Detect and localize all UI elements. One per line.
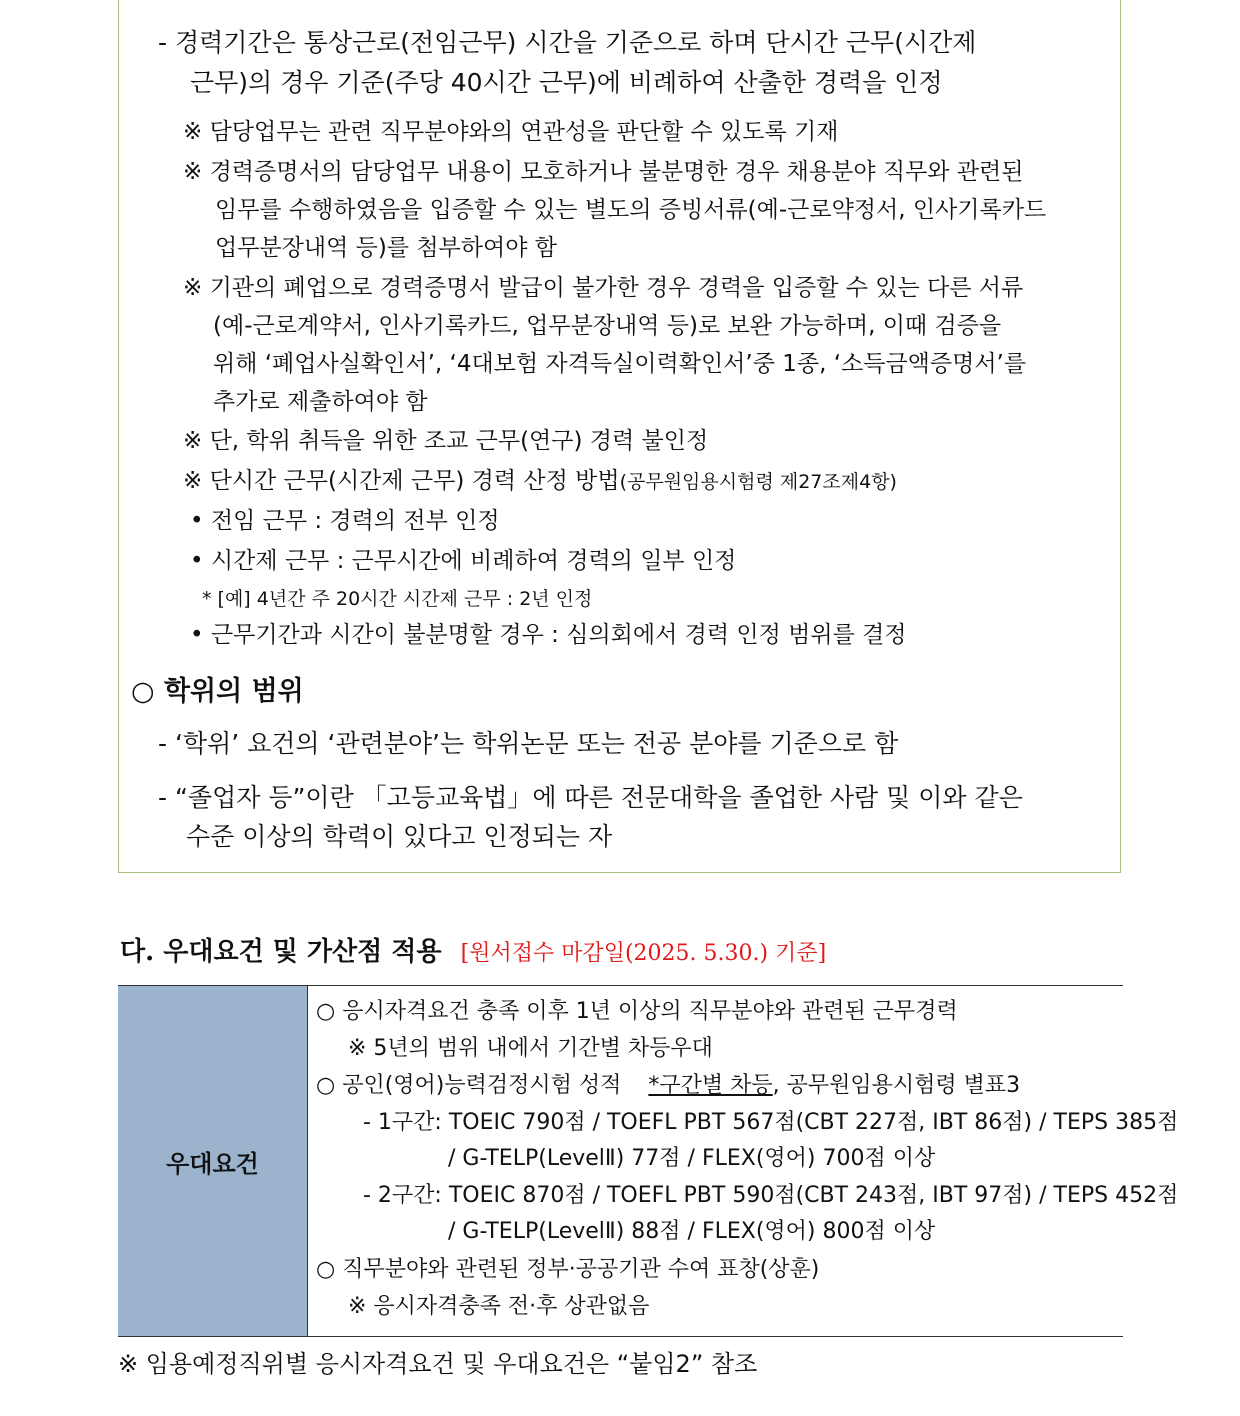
- preference-content-cell: [308, 986, 1179, 1337]
- pref-item-2-text: ○ 공인(영어)능력검정시험 성적: [316, 1073, 622, 1098]
- pref-item-2-underline: *구간별 차등: [648, 1073, 773, 1098]
- pref-item-2: [316, 1070, 1020, 1102]
- degree-heading: ○ 학위의 범위: [131, 676, 304, 707]
- career-note-5-text: ※ 단시간 근무(시간제 근무) 경력 산정 방법: [183, 468, 620, 494]
- career-note-2c: 업무분장내역 등)를 첨부하여야 함: [215, 235, 557, 261]
- career-note-3c: 위해 ‘폐업사실확인서’, ‘4대보험 자격득실이력확인서’중 1종, ‘소득금액증명서’를: [213, 351, 1027, 377]
- pref-grade-2a: - 2구간: TOEIC 870점 / TOEFL PBT 590점(CBT 243점, IBT 97점) / TEPS 452점: [363, 1183, 1179, 1208]
- career-bullet-3: • 근무기간과 시간이 불분명할 경우 : 심의회에서 경력 인정 범위를 결정: [190, 622, 907, 648]
- section-deadline: [원서접수 마감일(2025. 5.30.) 기준]: [460, 941, 827, 966]
- career-bullet-2: • 시간제 근무 : 근무시간에 비례하여 경력의 일부 인정: [190, 548, 737, 574]
- preference-label-cell: [118, 986, 308, 1337]
- career-note-2b: 임무를 수행하였음을 입증할 수 있는 별도의 증빙서류(예-근로약정서, 인사기록카드: [215, 197, 1047, 223]
- career-bullet-1: • 전임 근무 : 경력의 전부 인정: [190, 508, 500, 534]
- career-note-3d: 추가로 제출하여야 함: [213, 389, 428, 415]
- degree-line-1: - ‘학위’ 요건의 ‘관련분야’는 학위논문 또는 전공 분야를 기준으로 함: [158, 729, 899, 758]
- pref-item-3-note: ※ 응시자격충족 전·후 상관없음: [348, 1294, 650, 1319]
- career-note-3a: ※ 기관의 폐업으로 경력증명서 발급이 불가한 경우 경력을 입증할 수 있는 다른 서류: [183, 275, 1024, 301]
- career-note-5: [183, 463, 897, 500]
- preference-label: 우대요건: [166, 1149, 259, 1178]
- pref-item-2-ref: , 공무원임용시험령 별표3: [772, 1073, 1021, 1098]
- career-note-5-ref: (공무원임용시험령 제27조제4항): [619, 471, 897, 493]
- pref-grade-1b: / G-TELP(LevelⅡ) 77점 / FLEX(영어) 700점 이상: [448, 1146, 936, 1171]
- pref-grade-2b: / G-TELP(LevelⅡ) 88점 / FLEX(영어) 800점 이상: [448, 1219, 936, 1244]
- section-title: 다. 우대요건 및 가산점 적용: [120, 937, 442, 967]
- career-note-2a: ※ 경력증명서의 담당업무 내용이 모호하거나 불분명한 경우 채용분야 직무와 관련된: [183, 159, 1024, 185]
- career-line-1: - 경력기간은 통상근로(전임근무) 시간을 기준으로 하며 단시간 근무(시간제: [158, 28, 977, 57]
- pref-grade-1a: - 1구간: TOEIC 790점 / TOEFL PBT 567점(CBT 227점, IBT 86점) / TEPS 385점: [363, 1110, 1179, 1135]
- career-note-4: ※ 단, 학위 취득을 위한 조교 근무(연구) 경력 불인정: [183, 428, 709, 454]
- section-title-row: [120, 934, 826, 972]
- degree-line-2b: 수준 이상의 학력이 있다고 인정되는 자: [186, 822, 613, 851]
- career-bullet-2-example: * [예] 4년간 주 20시간 시간제 근무 : 2년 인정: [202, 588, 593, 610]
- pref-item-3: ○ 직무분야와 관련된 정부·공공기관 수여 표창(상훈): [316, 1257, 820, 1282]
- career-line-2: 근무)의 경우 기준(주당 40시간 근무)에 비례하여 산출한 경력을 인정: [190, 68, 943, 97]
- table-row: [118, 986, 1123, 1337]
- footer-note: ※ 임용예정직위별 응시자격요건 및 우대요건은 “붙임2” 참조: [118, 1350, 758, 1378]
- pref-item-1: ○ 응시자격요건 충족 이후 1년 이상의 직무분야와 관련된 근무경력: [316, 999, 958, 1024]
- degree-line-2a: - “졸업자 등”이란 「고등교육법」에 따른 전문대학을 졸업한 사람 및 이와 같은: [158, 783, 1023, 812]
- career-note-1: ※ 담당업무는 관련 직무분야와의 연관성을 판단할 수 있도록 기재: [183, 119, 839, 145]
- career-note-3b: (예-근로계약서, 인사기록카드, 업무분장내역 등)로 보완 가능하며, 이때 검증을: [213, 313, 1002, 339]
- pref-item-1-note: ※ 5년의 범위 내에서 기간별 차등우대: [348, 1036, 713, 1061]
- preference-table: [118, 985, 1179, 1337]
